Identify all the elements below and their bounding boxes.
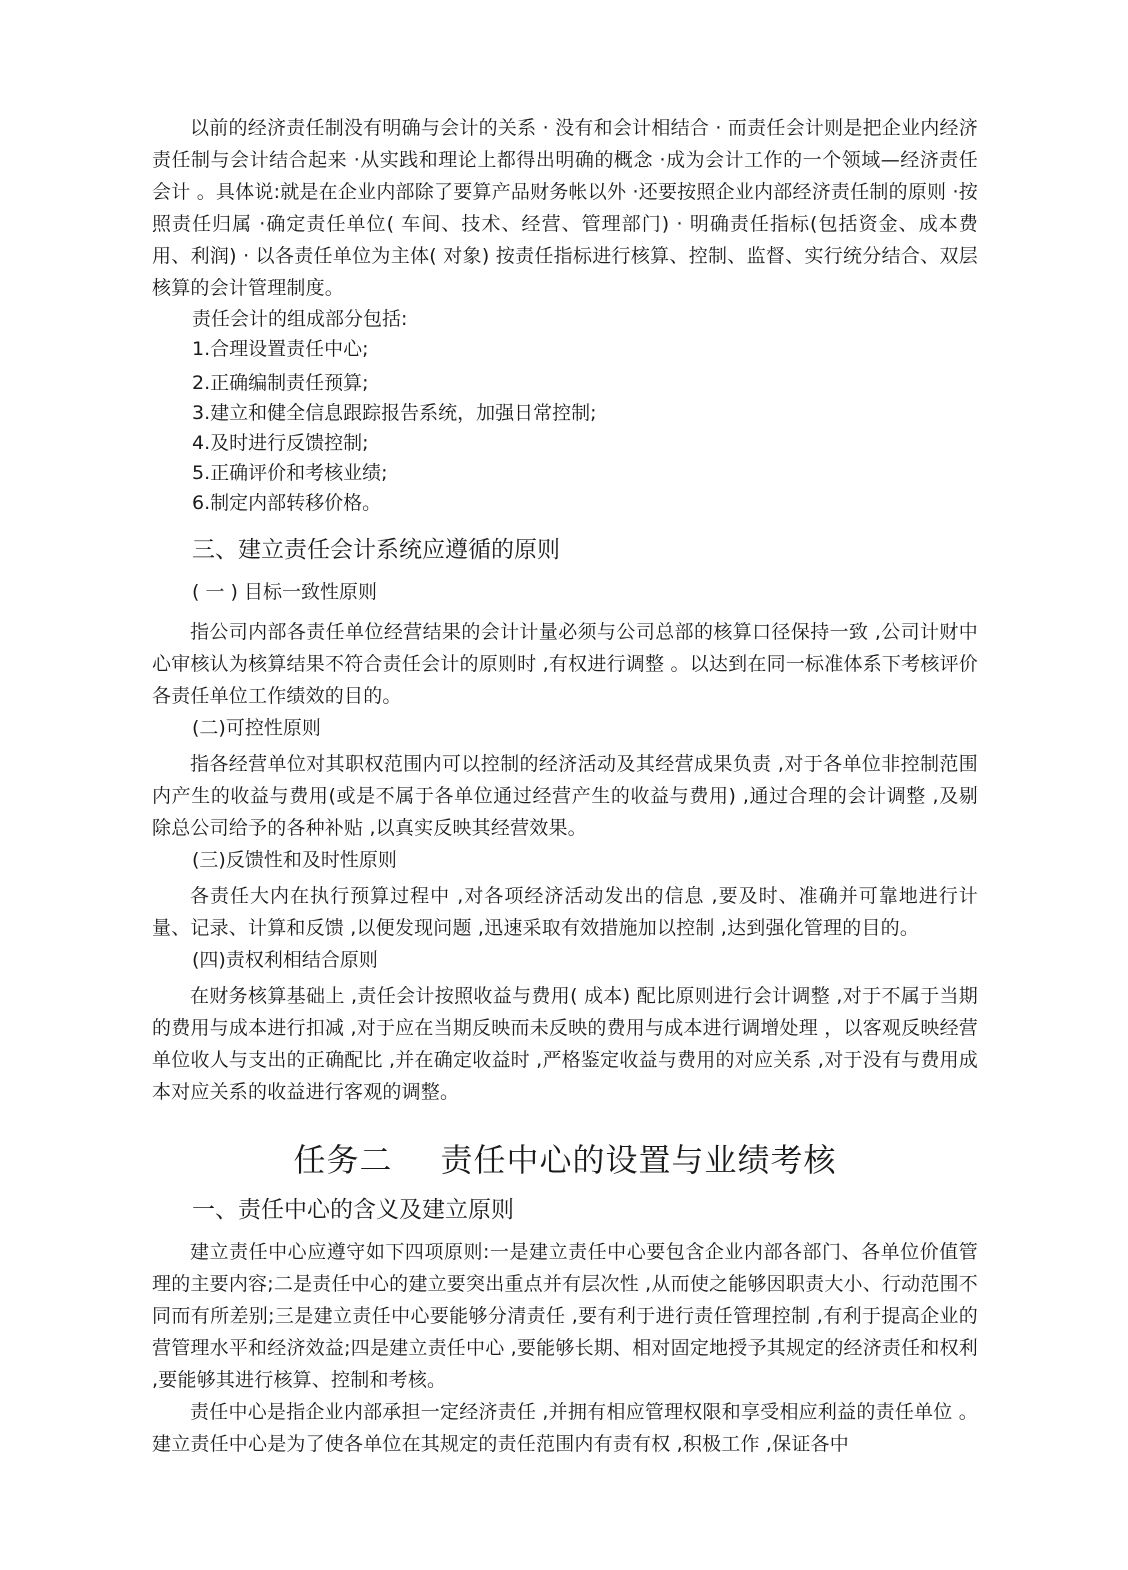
section1-heading: 一、责任中心的含义及建立原则 — [192, 1197, 514, 1223]
component-item: 1.合理设置责任中心; — [192, 338, 369, 360]
components-intro: 责任会计的组成部分包括: — [192, 308, 408, 330]
principle4-text: 在财务核算基础上 ,责任会计按照收益与费用( 成本) 配比原则进行会计调整 ,对于不属于当期的费用与成本进行扣减 ,对于应在当期反映而未反映的费用与成本进行调增处理 ，以客观反映经营单位收人与支出的正确配比 ,并在确定收益时 ,严格鉴定收益与费用的对应关系 ,对于没有与费用成本对应关系的收益进行客观的调整。 — [152, 985, 978, 1103]
principle1-heading: ( 一 ) 目标一致性原则 — [192, 581, 377, 603]
principle3-heading: (三)反馈性和及时性原则 — [192, 849, 397, 871]
document-page — [152, 112, 978, 1460]
task2-title — [152, 1136, 978, 1184]
section3-heading: 三、建立责任会计系统应遵循的原则 — [192, 537, 560, 563]
task2-title-text: 责任中心的设置与业绩考核 — [440, 1141, 837, 1179]
component-item: 2.正确编制责任预算; — [192, 372, 369, 394]
center-principles-text: 建立责任中心应遵守如下四项原则:一是建立责任中心要包含企业内部各部门、各单位价值管理的主要内容;二是责任中心的建立要突出重点并有层次性 ,从而使之能够因职责大小、行动范围不同而有所差别;三是建立责任中心要能够分清责任 ,要有利于进行责任管理控制 ,有利于提高企业的营管理水平和经济效益;四是建立责任中心 ,要能够长期、相对固定地授予其规定的经济责任和权利 ,要能够其进行核算、控制和考核。 — [152, 1241, 978, 1391]
intro-paragraph: 以前的经济责任制没有明确与会计的关系 · 没有和会计相结合 · 而责任会计则是把企业内经济责任制与会计结合起来 ·从实践和理论上都得出明确的概念 ·成为会计工作的一个领域—经济责任会计 。具体说:就是在企业内部除了要算产品财务帐以外 ·还要按照企业内部经济责任制的原则 ·按照责任归属 ·确定责任单位( 车间、技术、经营、管理部门) · 明确责任指标(包括资金、成本费用、利润) · 以各责任单位为主体( 对象) 按责任指标进行核算、控制、监督、实行统分结合、双层核算的会计管理制度。 — [152, 117, 978, 299]
component-item: 6.制定内部转移价格。 — [192, 492, 382, 514]
principle4-heading: (四)责权利相结合原则 — [192, 949, 378, 971]
principle1-text: 指公司内部各责任单位经营结果的会计计量必须与公司总部的核算口径保持一致 ,公司计财中心审核认为核算结果不符合责任会计的原则时 ,有权进行调整 。以达到在同一标准体系下考核评价各责任单位工作绩效的目的。 — [152, 621, 978, 707]
center-definition-text: 责任中心是指企业内部承担一定经济责任 ,并拥有相应管理权限和享受相应利益的责任单位 。建立责任中心是为了使各单位在其规定的责任范围内有责有权 ,积极工作 ,保证各中 — [152, 1401, 978, 1455]
principle3-text: 各责任大内在执行预算过程中 ,对各项经济活动发出的信息 ,要及时、准确并可靠地进行计量、记录、计算和反馈 ,以便发现问题 ,迅速采取有效措施加以控制 ,达到强化管理的目的。 — [152, 885, 978, 939]
principle2-heading: (二)可控性原则 — [192, 717, 321, 739]
component-item: 3.建立和健全信息跟踪报告系统，加强日常控制; — [192, 402, 597, 424]
component-item: 4.及时进行反馈控制; — [192, 432, 369, 454]
principle2-text: 指各经营单位对其职权范围内可以控制的经济活动及其经营成果负责 ,对于各单位非控制范围内产生的收益与费用(或是不属于各单位通过经营产生的收益与费用) ,通过合理的会计调整 ,及剔除总公司给予的各种补贴 ,以真实反映其经营效果。 — [152, 753, 978, 839]
component-item: 5.正确评价和考核业绩; — [192, 462, 388, 484]
task2-label: 任务二 — [293, 1141, 393, 1179]
